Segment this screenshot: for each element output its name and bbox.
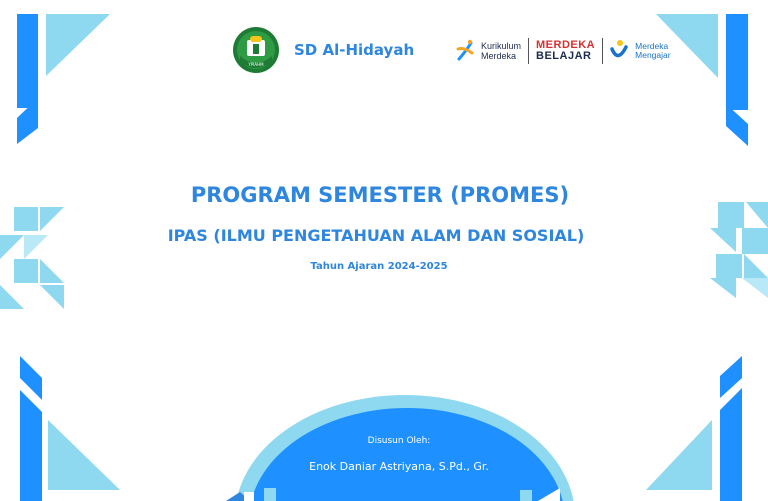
logo-separator: [528, 38, 529, 64]
corner-decoration-bottom-right: [640, 350, 768, 501]
logo-separator: [602, 38, 603, 64]
curriculum-logos: [456, 36, 671, 66]
document-title: PROGRAM SEMESTER (PROMES): [190, 183, 570, 207]
pattern-decoration-right: [706, 198, 768, 302]
academic-year: Tahun Ajaran 2024-2025: [310, 261, 448, 272]
merdeka-belajar-logo: [536, 40, 595, 62]
corner-decoration-top-right: [648, 0, 768, 150]
document-subject: IPAS (ILMU PENGETAHUAN ALAM DAN SOSIAL): [167, 226, 585, 245]
kurikulum-merdeka-logo-icon: [456, 39, 474, 63]
bottom-arc-shape: [220, 392, 590, 501]
merdeka-belajar-line-1: MERDEKA: [536, 39, 596, 51]
kurikulum-line-1: Kurikulum: [481, 41, 522, 51]
kurikulum-line-2: Merdeka: [481, 51, 517, 61]
corner-decoration-bottom-left: [0, 350, 130, 501]
merdeka-mengajar-line-1: Merdeka: [635, 41, 669, 51]
school-logo-icon: [232, 26, 280, 74]
merdeka-mengajar-logo: [635, 42, 670, 60]
merdeka-mengajar-line-2: Mengajar: [635, 50, 671, 60]
kurikulum-merdeka-logo: [481, 41, 521, 61]
school-header: [232, 26, 414, 74]
corner-decoration-top-left: [0, 0, 120, 150]
author-name: Enok Daniar Astriyana, S.Pd., Gr.: [309, 460, 489, 473]
merdeka-belajar-line-2: BELAJAR: [536, 50, 592, 62]
school-logo-text: YPIAHM: [248, 62, 264, 67]
author-label: Disusun Oleh:: [367, 436, 431, 446]
merdeka-mengajar-logo-icon: [610, 39, 628, 63]
school-name: SD Al-Hidayah: [294, 41, 415, 59]
pattern-decoration-left: [0, 205, 70, 313]
